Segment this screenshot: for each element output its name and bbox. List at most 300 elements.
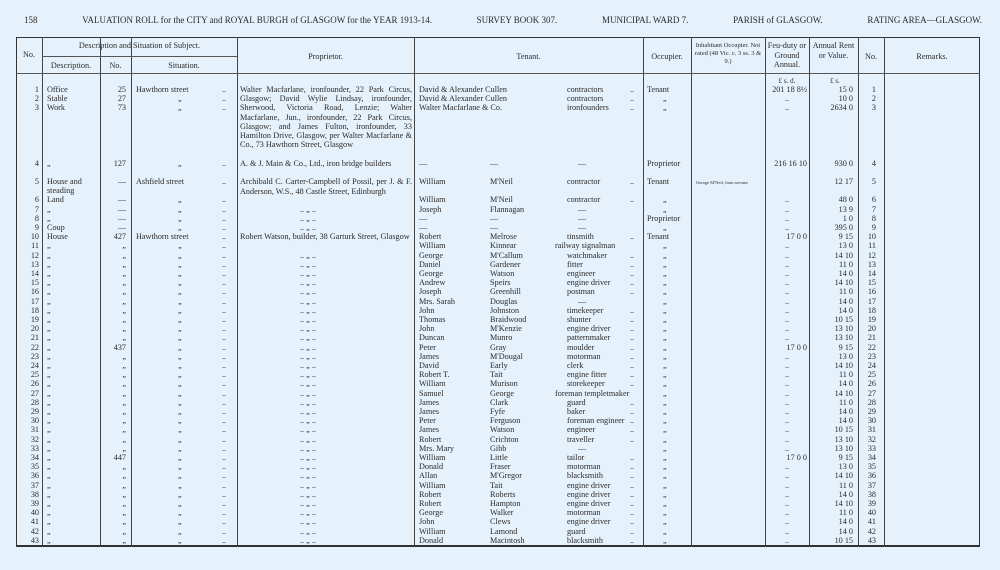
rent-units: £ s. — [830, 77, 840, 85]
annual-rent-cell: 11 0 — [838, 259, 853, 269]
leader-dots: .. — [222, 517, 227, 527]
house-number-cell: „ — [122, 416, 126, 426]
house-number-cell: „ — [122, 480, 126, 490]
tenant-occupation-cell: motorman — [567, 351, 601, 361]
tenant-occupation-cell: — — [578, 296, 587, 306]
tenant-surname-cell: Roberts — [490, 489, 516, 499]
leader-dots: .. — [630, 315, 635, 324]
leader-dots: .. — [222, 462, 227, 472]
feu-duty-cell: .. — [785, 416, 790, 426]
row-number-right: 40 — [867, 508, 876, 518]
row-rule — [42, 56, 237, 57]
annual-rent-cell: 2634 0 — [830, 103, 853, 113]
inhabitant-occupier-note: George M'Neil, farm servant — [696, 180, 748, 186]
feu-duty-cell: .. — [785, 333, 790, 343]
description-cell: „ — [47, 204, 51, 214]
house-number-cell: „ — [122, 269, 126, 278]
feu-duty-cell: 17 0 0 — [786, 453, 807, 462]
occupier-cell: „ — [663, 480, 667, 490]
tenant-surname-cell: Clews — [490, 517, 511, 527]
description-cell: „ — [47, 397, 51, 407]
situation-cell: „ — [178, 269, 182, 278]
feu-duty-cell: .. — [785, 259, 790, 269]
row-number-right: 27 — [867, 388, 876, 398]
row-number-right: 9 — [871, 223, 876, 232]
feu-duty-cell: 17 0 0 — [786, 342, 807, 352]
leader-dots: .. — [222, 361, 227, 370]
leader-dots: .. — [222, 351, 227, 361]
tenant-first-name-cell: James — [419, 351, 440, 361]
row-number-right: 3 — [871, 103, 876, 113]
page-title: VALUATION ROLL for the CITY and ROYAL BURGH of GLASGOW for the YEAR 1913-14. — [82, 15, 432, 25]
row-number: 29 — [30, 407, 39, 416]
row-number: 3 — [34, 103, 39, 113]
house-number-cell: „ — [122, 241, 126, 251]
situation-cell: „ — [178, 223, 182, 232]
leader-dots: .. — [222, 333, 227, 343]
house-number-cell: 437 — [113, 342, 126, 352]
feu-duty-cell: .. — [785, 324, 790, 334]
annual-rent-cell: 13 10 — [834, 324, 853, 334]
occupier-cell: „ — [663, 370, 667, 380]
tenant-name-cell: David & Alexander Cullen — [419, 85, 507, 94]
annual-rent-cell: 11 0 — [838, 370, 853, 380]
col-header-description: Description. — [50, 61, 92, 70]
situation-cell: Hawthorn street — [136, 85, 189, 94]
row-number-right: 41 — [867, 517, 876, 527]
feu-duty-cell: .. — [785, 287, 790, 297]
situation-cell: „ — [178, 508, 182, 518]
tenant-surname-cell: Macintosh — [490, 535, 525, 545]
leader-dots: .. — [222, 269, 227, 278]
proprietor-ditto: .. „ .. — [300, 333, 316, 343]
tenant-occupation-cell: blacksmith — [567, 535, 603, 545]
tenant-surname-cell: Johnston — [490, 305, 520, 315]
description-cell: „ — [47, 305, 51, 315]
annual-rent-cell: 14 0 — [838, 416, 853, 426]
occupier-cell: Proprietor — [647, 213, 681, 223]
leader-dots: .. — [630, 425, 635, 435]
tenant-surname-cell: Walker — [490, 508, 514, 518]
description-cell: „ — [47, 462, 51, 472]
occupier-cell: „ — [663, 324, 667, 334]
leader-dots: .. — [222, 232, 227, 242]
leader-dots: .. — [222, 103, 227, 113]
feu-duty-cell: .. — [785, 361, 790, 370]
tenant-surname-cell: Speirs — [490, 278, 511, 288]
row-number-right: 14 — [867, 269, 876, 278]
annual-rent-cell: 14 0 — [838, 305, 853, 315]
row-number-right: 5 — [871, 177, 876, 187]
feu-duty-cell: .. — [785, 315, 790, 324]
col-header-proprietor: Proprietor. — [308, 52, 343, 61]
leader-dots: .. — [222, 453, 227, 462]
occupier-cell: „ — [663, 361, 667, 370]
house-number-cell: 73 — [117, 103, 126, 113]
row-number-right: 25 — [867, 370, 876, 380]
row-number-right: 15 — [867, 278, 876, 288]
annual-rent-cell: 9 15 — [838, 342, 853, 352]
row-number: 23 — [30, 351, 39, 361]
leader-dots: .. — [630, 342, 635, 352]
survey-book: SURVEY BOOK 307. — [476, 15, 558, 25]
leader-dots: .. — [222, 324, 227, 334]
situation-cell: „ — [178, 370, 182, 380]
feu-duty-cell: .. — [785, 305, 790, 315]
tenant-occupation-cell: contractor — [567, 177, 601, 187]
feu-duty-cell: 201 18 8½ — [772, 85, 807, 94]
leader-dots: .. — [222, 204, 227, 214]
col-header-annual-rent: Annual Rent or Value. — [812, 41, 855, 60]
row-number-right: 39 — [867, 499, 876, 508]
proprietor-ditto: .. „ .. — [300, 213, 316, 223]
annual-rent-cell: 11 0 — [838, 397, 853, 407]
annual-rent-cell: 10 0 — [838, 94, 853, 104]
leader-dots: .. — [630, 361, 635, 370]
leader-dots: .. — [222, 241, 227, 251]
leader-dots: .. — [222, 388, 227, 398]
description-cell: „ — [47, 315, 51, 324]
occupier-cell: „ — [663, 250, 667, 260]
annual-rent-cell: 13 9 — [838, 204, 853, 214]
proprietor-ditto: .. „ .. — [300, 342, 316, 352]
tenant-occupation-cell: engineer — [567, 425, 596, 435]
description-cell: Land — [47, 195, 64, 205]
leader-dots: .. — [630, 489, 635, 499]
house-number-cell: „ — [122, 324, 126, 334]
proprietor-ditto: .. „ .. — [300, 278, 316, 288]
rating-area: RATING AREA—GLASGOW. — [867, 15, 982, 25]
row-number: 19 — [30, 315, 39, 324]
house-number-cell: 427 — [113, 232, 126, 242]
tenant-surname-cell: Gardener — [490, 259, 521, 269]
tenant-surname-cell: Early — [490, 361, 508, 370]
feu-duty-cell: .. — [785, 462, 790, 472]
house-number-cell: — — [117, 204, 126, 214]
situation-cell: „ — [178, 462, 182, 472]
leader-dots: .. — [630, 453, 635, 462]
tenant-first-name-cell: Peter — [419, 342, 436, 352]
situation-cell: „ — [178, 315, 182, 324]
house-number-cell: „ — [122, 397, 126, 407]
occupier-cell: „ — [663, 259, 667, 269]
feu-duty-cell: .. — [785, 351, 790, 361]
occupier-cell: „ — [663, 434, 667, 444]
occupier-cell: „ — [663, 269, 667, 278]
occupier-cell: „ — [663, 526, 667, 536]
leader-dots: .. — [222, 296, 227, 306]
annual-rent-cell: 13 10 — [834, 443, 853, 453]
tenant-occupation-cell: engine driver — [567, 480, 611, 490]
feu-duty-cell: .. — [785, 517, 790, 527]
page-number: 158 — [24, 15, 38, 25]
leader-dots: .. — [222, 443, 227, 453]
annual-rent-cell: 1 0 — [842, 213, 853, 223]
row-number: 11 — [31, 241, 39, 251]
situation-cell: „ — [178, 499, 182, 508]
house-number-cell: „ — [122, 361, 126, 370]
row-number: 13 — [30, 259, 39, 269]
column-rule — [42, 37, 43, 547]
col-header-occupier: Occupier. — [651, 52, 683, 61]
house-number-cell: „ — [122, 526, 126, 536]
leader-dots: .. — [222, 379, 227, 389]
annual-rent-cell: 14 10 — [834, 471, 853, 481]
row-number: 30 — [30, 416, 39, 426]
proprietor-ditto: .. „ .. — [300, 388, 316, 398]
occupier-cell: „ — [663, 103, 667, 113]
situation-cell: „ — [178, 535, 182, 545]
occupier-cell: „ — [663, 453, 667, 462]
description-cell: „ — [47, 250, 51, 260]
row-number: 40 — [30, 508, 39, 518]
leader-dots: .. — [630, 250, 635, 260]
house-number-cell: „ — [122, 489, 126, 499]
annual-rent-cell: 13 0 — [838, 241, 853, 251]
tenant-surname-cell: Fraser — [490, 462, 511, 472]
tenant-name-cell: Walter Macfarlane & Co. — [419, 103, 502, 113]
tenant-occupation-cell: railway signalman — [555, 241, 616, 251]
tenant-occupation-cell: traveller — [567, 434, 595, 444]
feu-duty-cell: .. — [785, 535, 790, 545]
tenant-first-name-cell: Robert — [419, 489, 442, 499]
house-number-cell: „ — [122, 517, 126, 527]
description-cell: „ — [47, 416, 51, 426]
tenant-first-name-cell: James — [419, 407, 440, 416]
feu-duty-cell: .. — [785, 269, 790, 278]
proprietor-ditto: .. „ .. — [300, 407, 316, 416]
description-cell: „ — [47, 342, 51, 352]
occupier-cell: „ — [663, 535, 667, 545]
row-number: 12 — [30, 250, 39, 260]
situation-cell: „ — [178, 241, 182, 251]
situation-cell: „ — [178, 379, 182, 389]
leader-dots: .. — [222, 305, 227, 315]
feu-duty-cell: .. — [785, 480, 790, 490]
situation-cell: „ — [178, 259, 182, 269]
tenant-occupation-cell: engineer — [567, 269, 596, 278]
proprietor-ditto: .. „ .. — [300, 324, 316, 334]
house-number-cell: „ — [122, 305, 126, 315]
situation-cell: „ — [178, 287, 182, 297]
tenant-first-name-cell: George — [419, 269, 443, 278]
feu-units: £ s. d. — [778, 77, 796, 85]
tenant-surname-cell: Fyfe — [490, 407, 506, 416]
proprietor-ditto: .. „ .. — [300, 443, 316, 453]
feu-duty-cell: .. — [785, 103, 790, 113]
annual-rent-cell: 9 15 — [838, 453, 853, 462]
tenant-surname-cell: Tait — [490, 370, 503, 380]
tenant-surname-cell: Clark — [490, 397, 509, 407]
house-number-cell: — — [117, 213, 126, 223]
situation-cell: „ — [178, 103, 182, 113]
tenant-surname-cell: Watson — [490, 269, 515, 278]
description-cell: House and steading — [47, 177, 82, 196]
row-number-right: 33 — [867, 443, 876, 453]
feu-duty-cell: .. — [785, 296, 790, 306]
tenant-occupation-cell: tailor — [567, 453, 585, 462]
situation-cell: „ — [178, 397, 182, 407]
tenant-occupation-cell: shunter — [567, 315, 592, 324]
row-number: 16 — [30, 287, 39, 297]
annual-rent-cell: 14 10 — [834, 361, 853, 370]
proprietor-ditto: .. „ .. — [300, 379, 316, 389]
column-rule — [765, 37, 766, 547]
tenant-occupation-cell: contractors — [567, 94, 604, 104]
column-rule — [237, 37, 238, 547]
house-number-cell: „ — [122, 379, 126, 389]
leader-dots: .. — [222, 499, 227, 508]
tenant-occupation-cell: fitter — [567, 259, 583, 269]
proprietor-ditto: .. „ .. — [300, 517, 316, 527]
leader-dots: .. — [222, 223, 227, 232]
house-number-cell: — — [117, 195, 126, 205]
annual-rent-cell: 930 0 — [834, 159, 853, 169]
column-rule — [884, 37, 885, 547]
description-cell: Office — [47, 85, 68, 94]
description-cell: „ — [47, 241, 51, 251]
description-cell: „ — [47, 508, 51, 518]
leader-dots: .. — [630, 287, 635, 297]
row-number-right: 31 — [867, 425, 876, 435]
description-cell: „ — [47, 259, 51, 269]
house-number-cell: „ — [122, 462, 126, 472]
occupier-cell: „ — [663, 379, 667, 389]
row-number-right: 11 — [868, 241, 876, 251]
leader-dots: .. — [222, 489, 227, 499]
tenant-occupation-cell: patternmaker — [567, 333, 611, 343]
house-number-cell: „ — [122, 425, 126, 435]
occupier-cell: „ — [663, 489, 667, 499]
occupier-cell: „ — [663, 508, 667, 518]
tenant-first-name-cell: John — [419, 305, 435, 315]
tenant-surname-cell: Tait — [490, 480, 503, 490]
tenant-occupation-cell: storekeeper — [567, 379, 605, 389]
leader-dots: .. — [222, 526, 227, 536]
description-cell: „ — [47, 159, 51, 169]
annual-rent-cell: 14 0 — [838, 379, 853, 389]
tenant-first-name-cell: John — [419, 517, 435, 527]
proprietor-ditto: .. „ .. — [300, 397, 316, 407]
row-number: 1 — [34, 85, 39, 94]
proprietor-ditto: .. „ .. — [300, 223, 316, 232]
feu-duty-cell: .. — [785, 489, 790, 499]
row-number: 15 — [30, 278, 39, 288]
proprietor-cell: Robert Watson, builder, 38 Garturk Street, Glasgow — [240, 232, 410, 242]
situation-cell: „ — [178, 407, 182, 416]
description-cell: „ — [47, 453, 51, 462]
proprietor-ditto: .. „ .. — [300, 250, 316, 260]
occupier-cell: Tenant — [647, 177, 670, 187]
leader-dots: .. — [222, 480, 227, 490]
house-number-cell: 447 — [113, 453, 126, 462]
house-number-cell: 27 — [117, 94, 126, 104]
tenant-first-name-cell: William — [419, 526, 446, 536]
leader-dots: .. — [630, 370, 635, 380]
column-rule — [131, 37, 132, 547]
annual-rent-cell: 14 0 — [838, 517, 853, 527]
tenant-surname-cell: Hampton — [490, 499, 521, 508]
feu-duty-cell: .. — [785, 425, 790, 435]
col-header-description-group: Description and Situation of Subject. — [78, 41, 201, 50]
row-number-right: 19 — [867, 315, 876, 324]
house-number-cell: „ — [122, 315, 126, 324]
annual-rent-cell: 14 0 — [838, 407, 853, 416]
tenant-surname-cell: M'Neil — [490, 177, 513, 187]
description-cell: „ — [47, 489, 51, 499]
column-rule — [414, 37, 415, 547]
row-number: 32 — [30, 434, 39, 444]
leader-dots: .. — [630, 232, 635, 242]
proprietor-ditto: .. „ .. — [300, 269, 316, 278]
tenant-first-name-cell: George — [419, 508, 443, 518]
tenant-surname-cell: Watson — [490, 425, 515, 435]
leader-dots: .. — [222, 195, 227, 205]
house-number-cell: „ — [122, 508, 126, 518]
situation-cell: „ — [178, 305, 182, 315]
leader-dots: .. — [222, 397, 227, 407]
feu-duty-cell: 17 0 0 — [786, 232, 807, 242]
proprietor-ditto: .. „ .. — [300, 471, 316, 481]
tenant-first-name-cell: Mrs. Sarah — [419, 296, 455, 306]
col-header-no: No. — [22, 50, 36, 59]
house-number-cell: — — [117, 223, 126, 232]
leader-dots: .. — [222, 85, 227, 94]
feu-duty-cell: .. — [785, 443, 790, 453]
proprietor-ditto: .. „ .. — [300, 462, 316, 472]
leader-dots: .. — [630, 278, 635, 288]
feu-duty-cell: .. — [785, 407, 790, 416]
annual-rent-cell: 11 0 — [838, 508, 853, 518]
description-cell: „ — [47, 443, 51, 453]
row-number-right: 30 — [867, 416, 876, 426]
municipal-ward: MUNICIPAL WARD 7. — [601, 15, 689, 25]
row-number: 18 — [30, 305, 39, 315]
tenant-first-name-cell: Joseph — [419, 204, 442, 214]
description-cell: „ — [47, 269, 51, 278]
house-number-cell: „ — [122, 278, 126, 288]
row-number: 2 — [34, 94, 39, 104]
tenant-first-name-cell: Robert — [419, 232, 442, 242]
row-number-right: 36 — [867, 471, 876, 481]
row-number-right: 37 — [867, 480, 876, 490]
tenant-occupation-cell: tinsmith — [567, 232, 594, 242]
tenant-occupation-cell: blacksmith — [567, 471, 603, 481]
annual-rent-cell: 15 0 — [838, 85, 853, 94]
row-number: 31 — [30, 425, 39, 435]
leader-dots: .. — [222, 471, 227, 481]
row-number: 33 — [30, 443, 39, 453]
leader-dots: .. — [630, 499, 635, 508]
feu-duty-cell: .. — [785, 379, 790, 389]
annual-rent-cell: 14 0 — [838, 526, 853, 536]
leader-dots: .. — [630, 85, 635, 94]
tenant-first-name-cell: William — [419, 453, 446, 462]
tenant-first-name-cell: James — [419, 425, 440, 435]
column-rule — [809, 37, 810, 547]
tenant-occupation-cell: motorman — [567, 462, 601, 472]
leader-dots: .. — [222, 407, 227, 416]
annual-rent-cell: 13 10 — [834, 434, 853, 444]
row-number-right: 23 — [867, 351, 876, 361]
row-number-right: 34 — [867, 453, 876, 462]
tenant-surname-cell: M'Gregor — [490, 471, 522, 481]
row-number-right: 43 — [867, 535, 876, 545]
tenant-first-name-cell: Robert — [419, 499, 442, 508]
leader-dots: .. — [630, 397, 635, 407]
description-cell: Stable — [47, 94, 68, 104]
leader-dots: .. — [222, 535, 227, 545]
